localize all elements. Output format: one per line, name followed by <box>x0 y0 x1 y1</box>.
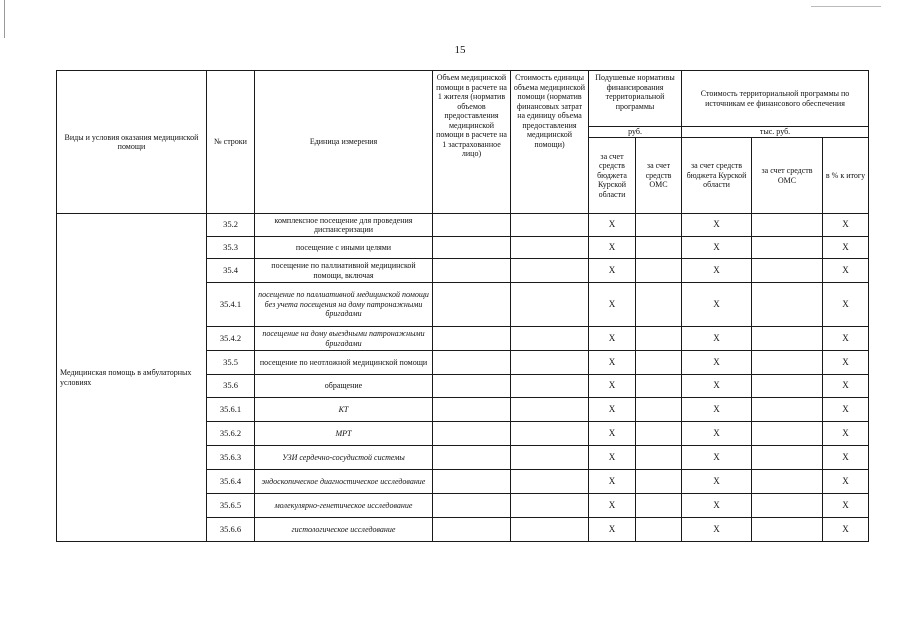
row-oms-per-capita <box>636 214 682 237</box>
row-cost <box>511 283 589 327</box>
row-percent: X <box>823 470 869 494</box>
row-oms-per-capita <box>636 259 682 283</box>
row-budget-per-capita: X <box>589 327 636 351</box>
row-oms-per-capita <box>636 518 682 542</box>
row-cost <box>511 494 589 518</box>
row-unit: посещение на дому выездными патронажными бригадами <box>255 327 433 351</box>
row-percent: X <box>823 237 869 259</box>
row-number: 35.3 <box>207 237 255 259</box>
header-percent: в % к итогу <box>823 138 869 214</box>
header-per-capita: Подушевые нормативы финансирования территориальной программы <box>589 71 682 127</box>
header-total-cost: Стоимость территориальной программы по источникам ее финансового обеспечения <box>682 71 869 127</box>
row-budget-per-capita: X <box>589 422 636 446</box>
row-oms-per-capita <box>636 494 682 518</box>
row-budget-per-capita: X <box>589 494 636 518</box>
header-budget-kursk: за счет средств бюджета Курской области <box>589 138 636 214</box>
row-percent: X <box>823 375 869 398</box>
row-oms-per-capita <box>636 398 682 422</box>
row-unit: посещение с иными целями <box>255 237 433 259</box>
row-oms-total <box>752 375 823 398</box>
header-volume: Объем медицинской помощи в расчете на 1 жителя (норматив объемов предоставления медицинской помощи в расчете на 1 застрахованное лицо) <box>433 71 511 214</box>
row-oms-per-capita <box>636 351 682 375</box>
row-number: 35.6.1 <box>207 398 255 422</box>
row-number: 35.6.6 <box>207 518 255 542</box>
row-number: 35.6.2 <box>207 422 255 446</box>
row-oms-total <box>752 237 823 259</box>
row-number: 35.4.1 <box>207 283 255 327</box>
row-volume <box>433 375 511 398</box>
row-budget-total: X <box>682 470 752 494</box>
row-percent: X <box>823 494 869 518</box>
row-oms-per-capita <box>636 283 682 327</box>
row-number: 35.2 <box>207 214 255 237</box>
header-oms: за счет средств ОМС <box>636 138 682 214</box>
row-volume <box>433 237 511 259</box>
row-unit: КТ <box>255 398 433 422</box>
row-cost <box>511 351 589 375</box>
row-cost <box>511 375 589 398</box>
table-body <box>57 214 869 542</box>
row-volume <box>433 446 511 470</box>
row-budget-per-capita: X <box>589 470 636 494</box>
row-budget-total: X <box>682 422 752 446</box>
row-oms-total <box>752 518 823 542</box>
row-volume <box>433 327 511 351</box>
financing-table <box>56 70 869 542</box>
row-budget-per-capita: X <box>589 375 636 398</box>
row-number: 35.5 <box>207 351 255 375</box>
row-budget-total: X <box>682 351 752 375</box>
row-budget-total: X <box>682 446 752 470</box>
row-budget-total: X <box>682 259 752 283</box>
row-oms-per-capita <box>636 237 682 259</box>
row-oms-total <box>752 351 823 375</box>
row-unit: комплексное посещение для проведения диспансеризации <box>255 214 433 237</box>
row-oms-total <box>752 494 823 518</box>
row-oms-per-capita <box>636 327 682 351</box>
scan-mark-left <box>4 0 5 38</box>
row-budget-per-capita: X <box>589 214 636 237</box>
table-row <box>57 214 869 237</box>
row-oms-per-capita <box>636 375 682 398</box>
row-budget-per-capita: X <box>589 283 636 327</box>
row-number: 35.6.4 <box>207 470 255 494</box>
row-oms-per-capita <box>636 446 682 470</box>
row-unit: гистологическое исследование <box>255 518 433 542</box>
row-oms-total <box>752 283 823 327</box>
row-number: 35.6 <box>207 375 255 398</box>
row-number: 35.4 <box>207 259 255 283</box>
row-volume <box>433 518 511 542</box>
row-budget-per-capita: X <box>589 259 636 283</box>
header-unit: Единица измерения <box>255 71 433 214</box>
row-budget-total: X <box>682 283 752 327</box>
row-volume <box>433 494 511 518</box>
row-cost <box>511 398 589 422</box>
header-thous-rub: тыс. руб. <box>682 127 869 138</box>
row-budget-total: X <box>682 214 752 237</box>
row-budget-total: X <box>682 494 752 518</box>
header-rub: руб. <box>589 127 682 138</box>
row-budget-total: X <box>682 375 752 398</box>
row-budget-per-capita: X <box>589 518 636 542</box>
row-percent: X <box>823 283 869 327</box>
row-unit: обращение <box>255 375 433 398</box>
row-volume <box>433 351 511 375</box>
row-oms-total <box>752 327 823 351</box>
row-cost <box>511 446 589 470</box>
row-cost <box>511 214 589 237</box>
row-budget-total: X <box>682 518 752 542</box>
row-unit: эндоскопическое диагностическое исследование <box>255 470 433 494</box>
header-row-no: № строки <box>207 71 255 214</box>
row-volume <box>433 283 511 327</box>
scan-mark-top <box>811 6 881 7</box>
group-label: Медицинская помощь в амбулаторных условиях <box>57 214 207 542</box>
row-unit: посещение по паллиативной медицинской помощи без учета посещения на дому патронажными бригадами <box>255 283 433 327</box>
row-volume <box>433 214 511 237</box>
header-oms-total: за счет средств ОМС <box>752 138 823 214</box>
row-volume <box>433 259 511 283</box>
row-volume <box>433 398 511 422</box>
row-budget-per-capita: X <box>589 398 636 422</box>
row-budget-total: X <box>682 398 752 422</box>
row-unit: молекулярно-генетическое исследование <box>255 494 433 518</box>
header-cost: Стоимость единицы объема медицинской помощи (норматив финансовых затрат на единицу объема предоставления медицинской помощи) <box>511 71 589 214</box>
row-budget-per-capita: X <box>589 237 636 259</box>
row-cost <box>511 327 589 351</box>
row-percent: X <box>823 327 869 351</box>
row-number: 35.6.3 <box>207 446 255 470</box>
row-unit: УЗИ сердечно-сосудистой системы <box>255 446 433 470</box>
row-percent: X <box>823 398 869 422</box>
header-kinds: Виды и условия оказания медицинской помощи <box>57 71 207 214</box>
row-cost <box>511 470 589 494</box>
row-oms-per-capita <box>636 470 682 494</box>
row-percent: X <box>823 259 869 283</box>
row-cost <box>511 422 589 446</box>
row-volume <box>433 422 511 446</box>
row-percent: X <box>823 351 869 375</box>
row-number: 35.4.2 <box>207 327 255 351</box>
row-cost <box>511 237 589 259</box>
row-budget-per-capita: X <box>589 446 636 470</box>
row-oms-total <box>752 214 823 237</box>
row-unit: посещение по неотложной медицинской помощи <box>255 351 433 375</box>
row-oms-total <box>752 446 823 470</box>
row-oms-total <box>752 259 823 283</box>
row-percent: X <box>823 518 869 542</box>
row-budget-total: X <box>682 237 752 259</box>
row-budget-total: X <box>682 327 752 351</box>
page-number: 15 <box>454 44 466 56</box>
row-oms-total <box>752 398 823 422</box>
row-oms-per-capita <box>636 422 682 446</box>
row-unit: МРТ <box>255 422 433 446</box>
row-budget-per-capita: X <box>589 351 636 375</box>
row-percent: X <box>823 446 869 470</box>
row-oms-total <box>752 470 823 494</box>
row-cost <box>511 518 589 542</box>
row-percent: X <box>823 214 869 237</box>
row-cost <box>511 259 589 283</box>
row-percent: X <box>823 422 869 446</box>
row-volume <box>433 470 511 494</box>
row-number: 35.6.5 <box>207 494 255 518</box>
row-oms-total <box>752 422 823 446</box>
header-budget-kursk-total: за счет средств бюджета Курской области <box>682 138 752 214</box>
row-unit: посещение по паллиативной медицинской помощи, включая <box>255 259 433 283</box>
